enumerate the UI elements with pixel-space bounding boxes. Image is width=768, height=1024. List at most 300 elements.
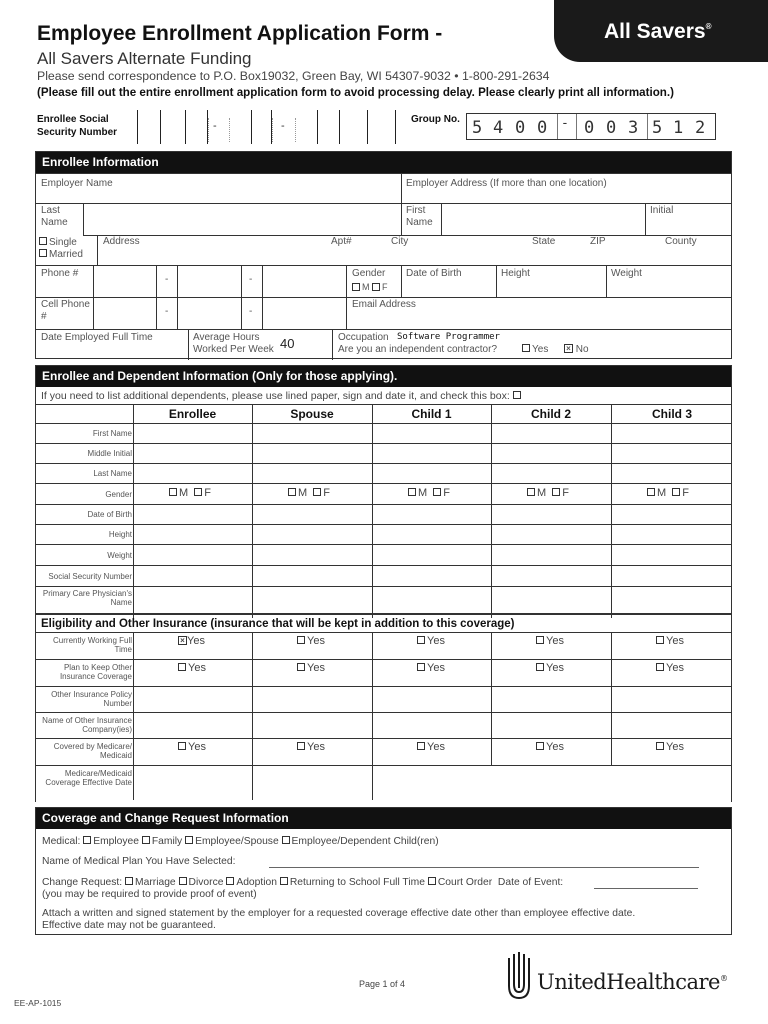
- rule: [188, 329, 189, 360]
- yes-label: Yes: [187, 635, 205, 647]
- input-cell[interactable]: [253, 505, 371, 523]
- input-cell[interactable]: [612, 687, 732, 711]
- ssn-digit-box[interactable]: [230, 110, 252, 144]
- contractor-yes-option[interactable]: [522, 344, 548, 356]
- cell-dash: -: [165, 306, 169, 317]
- medical-option-employee[interactable]: [83, 836, 139, 847]
- yes-label: Yes: [427, 635, 445, 647]
- date-employed-label: Date Employed Full Time: [41, 332, 153, 343]
- ssn-separator: [208, 118, 230, 142]
- yes-checkbox[interactable]: [536, 636, 544, 644]
- input-cell[interactable]: [612, 505, 732, 523]
- contractor-no-option[interactable]: [564, 344, 589, 356]
- input-cell[interactable]: [134, 464, 251, 482]
- female-label: F: [562, 487, 570, 499]
- change-option-marriage[interactable]: [125, 877, 176, 888]
- male-label: M: [657, 487, 667, 499]
- group-digit: 2: [695, 118, 707, 138]
- rule: [611, 738, 612, 765]
- rule: [36, 297, 731, 298]
- yes-checkbox[interactable]: [417, 742, 425, 750]
- row-label: Last Name: [93, 469, 132, 478]
- change-option-adoption[interactable]: [226, 877, 277, 888]
- contractor-yes-checkbox[interactable]: [522, 344, 530, 352]
- medical-option-employee-children[interactable]: [282, 836, 439, 847]
- yes-label: Yes: [546, 662, 564, 674]
- zip-label: ZIP: [590, 236, 606, 247]
- input-cell[interactable]: [492, 424, 610, 442]
- proof-note: (you may be required to provide proof of event): [42, 889, 257, 900]
- yes-label: Yes: [427, 662, 445, 674]
- column-header-child-3: Child 3: [651, 407, 692, 421]
- checkbox[interactable]: [179, 877, 187, 885]
- male-label: M: [362, 282, 370, 292]
- rule: [36, 203, 731, 204]
- yes-option[interactable]: [178, 662, 206, 674]
- input-cell[interactable]: [373, 566, 490, 585]
- checkbox[interactable]: [226, 877, 234, 885]
- rule: [491, 659, 492, 686]
- input-cell[interactable]: [492, 505, 610, 523]
- form-code: EE-AP-1015: [14, 998, 62, 1008]
- rule: [36, 329, 731, 330]
- address-label: Address: [103, 236, 140, 247]
- rule: [36, 632, 731, 633]
- checkbox[interactable]: [83, 836, 91, 844]
- rule: [36, 404, 731, 405]
- married-label: Married: [49, 249, 83, 260]
- rule: [496, 265, 497, 297]
- input-cell[interactable]: [612, 545, 732, 564]
- checkbox[interactable]: [280, 877, 288, 885]
- row-label: Height: [108, 530, 132, 539]
- yes-checkbox[interactable]: [417, 636, 425, 644]
- input-cell[interactable]: [612, 587, 732, 612]
- female-checkbox[interactable]: [672, 488, 680, 496]
- yes-label: Yes: [532, 344, 549, 355]
- rule: [372, 659, 373, 686]
- group-digit: 0: [606, 118, 618, 138]
- rule: [252, 632, 253, 659]
- yes-label: Yes: [427, 741, 445, 753]
- additional-dependents-note: [41, 390, 523, 402]
- option-label: Employee: [93, 836, 140, 847]
- gender-options[interactable]: [408, 487, 450, 499]
- weight-label: Weight: [611, 268, 642, 279]
- input-cell[interactable]: [134, 713, 251, 737]
- rule: [372, 738, 373, 765]
- group-digit: 5: [472, 118, 484, 138]
- option-label: Divorce: [188, 877, 224, 888]
- male-checkbox[interactable]: [647, 488, 655, 496]
- avg-hours-value[interactable]: 40: [280, 336, 295, 351]
- yes-option[interactable]: [417, 741, 445, 753]
- rule: [97, 235, 98, 265]
- yes-label: Yes: [307, 635, 325, 647]
- row-label: Plan to Keep Other Insurance Coverage: [59, 663, 132, 681]
- gender-options[interactable]: [647, 487, 689, 499]
- plan-selected-label: Name of Medical Plan You Have Selected:: [42, 856, 236, 867]
- rule: [133, 659, 134, 686]
- rule: [252, 659, 253, 686]
- rule: [401, 203, 402, 235]
- input-cell[interactable]: [373, 424, 490, 442]
- input-cell[interactable]: [134, 566, 251, 585]
- checkbox[interactable]: [142, 836, 150, 844]
- input-cell[interactable]: [134, 444, 251, 462]
- coverage-heading: Coverage and Change Request Information: [36, 808, 731, 829]
- attach-note-1: Attach a written and signed statement by the employer for a requested coverage effective date other than employee effective date.: [42, 908, 636, 919]
- yes-option[interactable]: [536, 741, 564, 753]
- rule: [645, 203, 646, 235]
- ssn-dash: -: [281, 120, 285, 132]
- cell-phone-label: Cell Phone #: [41, 299, 90, 322]
- yes-label: Yes: [307, 741, 325, 753]
- married-option[interactable]: [39, 249, 83, 261]
- company-wordmark: UnitedHealthcare: [537, 970, 720, 994]
- gender-options[interactable]: [527, 487, 569, 499]
- input-cell[interactable]: [134, 525, 251, 543]
- yes-checkbox[interactable]: [656, 663, 664, 671]
- contractor-no-checkbox-checked[interactable]: ×: [564, 344, 573, 353]
- occupation-value[interactable]: Software Programmer: [397, 332, 500, 342]
- row-label: Social Security Number: [48, 571, 132, 581]
- married-checkbox[interactable]: [39, 249, 47, 257]
- rule: [36, 483, 731, 484]
- yes-option[interactable]: [656, 635, 684, 647]
- input-cell[interactable]: [373, 545, 490, 564]
- input-cell[interactable]: [134, 766, 251, 799]
- input-cell[interactable]: [492, 587, 610, 612]
- male-label: M: [298, 487, 308, 499]
- input-cell[interactable]: [492, 464, 610, 482]
- dependents-heading: Enrollee and Dependent Information (Only for those applying).: [36, 366, 731, 387]
- input-cell[interactable]: [492, 525, 610, 543]
- female-checkbox[interactable]: [313, 488, 321, 496]
- female-checkbox[interactable]: [372, 283, 380, 291]
- rule: [133, 632, 134, 659]
- plan-selected-row: [42, 856, 235, 868]
- change-option-divorce[interactable]: [179, 877, 224, 888]
- ssn-digit-box[interactable]: [186, 110, 208, 144]
- input-cell[interactable]: [612, 464, 732, 482]
- female-checkbox[interactable]: [552, 488, 560, 496]
- group-number-label: Group No.: [411, 114, 460, 125]
- male-label: M: [537, 487, 547, 499]
- page-title: Employee Enrollment Application Form -: [37, 22, 443, 45]
- row-label: Covered by Medicare/ Medicaid: [53, 742, 132, 760]
- checkbox[interactable]: [125, 877, 133, 885]
- company-name: [537, 970, 727, 994]
- note-text: If you need to list additional dependents, please use lined paper, sign and date it, and check this box:: [41, 390, 510, 402]
- yes-checkbox[interactable]: [417, 663, 425, 671]
- group-digit: 0: [537, 118, 549, 138]
- rule: [372, 765, 373, 800]
- input-cell[interactable]: [492, 545, 610, 564]
- occupation-label: Occupation: [338, 332, 389, 343]
- ssn-digit-box[interactable]: [296, 110, 318, 144]
- rule: [36, 173, 731, 174]
- row-label: First Name: [92, 429, 132, 438]
- group-digit: 3: [628, 118, 640, 138]
- apt-label: Apt#: [331, 236, 352, 247]
- rule: [83, 203, 84, 235]
- input-cell[interactable]: [373, 687, 490, 711]
- coverage-section: [35, 807, 732, 935]
- female-checkbox[interactable]: [433, 488, 441, 496]
- rule: [441, 203, 442, 235]
- input-cell[interactable]: [373, 505, 490, 523]
- eligibility-heading: Eligibility and Other Insurance (insurance that will be kept in addition to this coverage): [41, 618, 515, 630]
- group-dash: -: [561, 116, 570, 131]
- first-name-label: First Name: [406, 205, 433, 228]
- attach-note-2: Effective date may not be guaranteed.: [42, 920, 216, 931]
- yes-checkbox-checked[interactable]: ×: [178, 636, 187, 645]
- row-label: Weight: [107, 550, 132, 560]
- medical-option-family[interactable]: [142, 836, 182, 847]
- female-label: F: [204, 487, 212, 499]
- input-cell[interactable]: [253, 566, 371, 585]
- yes-option[interactable]: [297, 635, 325, 647]
- medical-options-row: [42, 836, 439, 848]
- change-request-label: Change Request:: [42, 877, 123, 888]
- group-divider: [557, 114, 558, 139]
- date-of-event-line[interactable]: [594, 888, 698, 889]
- change-request-row: [42, 877, 563, 889]
- rule: [611, 659, 612, 686]
- rule: [241, 297, 242, 329]
- option-label: Family: [151, 836, 183, 847]
- yes-option[interactable]: [178, 635, 205, 647]
- male-checkbox[interactable]: [169, 488, 177, 496]
- input-cell[interactable]: [492, 444, 610, 462]
- additional-dependents-checkbox[interactable]: [513, 391, 521, 399]
- input-cell[interactable]: [612, 566, 732, 585]
- option-label: Marriage: [135, 877, 176, 888]
- yes-label: Yes: [666, 635, 684, 647]
- option-label: Employee/Spouse: [195, 836, 279, 847]
- row-label: Middle Initial: [87, 449, 132, 458]
- option-label: Employee/Dependent Child(ren): [291, 836, 439, 847]
- rule: [36, 265, 731, 266]
- yes-option[interactable]: [417, 662, 445, 674]
- ssn-digit-box[interactable]: [368, 110, 396, 144]
- input-cell[interactable]: [373, 444, 490, 462]
- input-cell[interactable]: [612, 424, 732, 442]
- input-cell[interactable]: [373, 713, 490, 737]
- yes-option[interactable]: [297, 662, 325, 674]
- employer-address-label: Employer Address (If more than one location): [406, 178, 607, 189]
- rule: [177, 297, 178, 329]
- yes-label: Yes: [546, 741, 564, 753]
- avg-hours-label: Average Hours Worked Per Week: [193, 332, 274, 355]
- checkbox[interactable]: [428, 877, 436, 885]
- female-label: F: [382, 282, 388, 292]
- last-name-label: Last Name: [41, 205, 68, 228]
- rule: [491, 738, 492, 765]
- email-label: Email Address: [352, 299, 416, 310]
- no-label: No: [575, 344, 589, 355]
- single-checkbox[interactable]: [39, 237, 47, 245]
- yes-label: Yes: [666, 741, 684, 753]
- yes-checkbox[interactable]: [536, 742, 544, 750]
- single-label: Single: [49, 237, 77, 248]
- input-cell[interactable]: [492, 713, 610, 737]
- row-label: Currently Working Full Time: [53, 636, 132, 654]
- input-cell[interactable]: [373, 587, 490, 612]
- initial-label: Initial: [650, 205, 674, 216]
- row-label: Other Insurance Policy Number: [51, 690, 132, 708]
- county-label: County: [665, 236, 697, 247]
- input-cell[interactable]: [253, 424, 371, 442]
- yes-checkbox[interactable]: [297, 742, 305, 750]
- enrollee-info-heading: Enrollee Information: [36, 152, 731, 173]
- ssn-digit-box[interactable]: [252, 110, 272, 144]
- gender-options[interactable]: [288, 487, 330, 499]
- group-digit: 0: [584, 118, 596, 138]
- male-checkbox[interactable]: [288, 488, 296, 496]
- column-header-child-1: Child 1: [411, 407, 452, 421]
- row-label: Date of Birth: [87, 510, 132, 519]
- yes-checkbox[interactable]: [536, 663, 544, 671]
- column-header-child-2: Child 2: [530, 407, 571, 421]
- page-subtitle: All Savers Alternate Funding: [37, 49, 252, 68]
- input-cell[interactable]: [253, 545, 371, 564]
- yes-checkbox[interactable]: [178, 663, 186, 671]
- ssn-digit-box[interactable]: [340, 110, 368, 144]
- yes-checkbox[interactable]: [178, 742, 186, 750]
- male-checkbox[interactable]: [352, 283, 360, 291]
- male-checkbox[interactable]: [527, 488, 535, 496]
- row-label: Gender: [105, 489, 132, 499]
- change-option-court-order[interactable]: [428, 877, 492, 888]
- state-label: State: [532, 236, 556, 247]
- yes-label: Yes: [666, 662, 684, 674]
- input-cell[interactable]: [134, 587, 251, 612]
- rule: [156, 297, 157, 329]
- row-label: Medicare/Medicaid Coverage Effective Date: [45, 769, 132, 787]
- dob-label: Date of Birth: [406, 268, 462, 279]
- input-cell[interactable]: [492, 687, 610, 711]
- height-label: Height: [501, 268, 530, 279]
- input-cell[interactable]: [134, 687, 251, 711]
- gender-options[interactable]: [169, 487, 211, 499]
- rule: [262, 297, 263, 329]
- input-cell[interactable]: [253, 713, 371, 737]
- change-option-school[interactable]: [280, 877, 425, 888]
- male-checkbox[interactable]: [408, 488, 416, 496]
- rule: [401, 173, 402, 203]
- option-label: Returning to School Full Time: [289, 877, 425, 888]
- female-checkbox[interactable]: [194, 488, 202, 496]
- yes-checkbox[interactable]: [297, 663, 305, 671]
- ssn-digit-box[interactable]: [137, 110, 161, 144]
- input-cell[interactable]: [612, 525, 732, 543]
- medical-label: Medical:: [42, 836, 81, 847]
- yes-option[interactable]: [656, 662, 684, 674]
- input-cell[interactable]: [373, 525, 490, 543]
- yes-label: Yes: [188, 741, 206, 753]
- group-digit: 0: [515, 118, 527, 138]
- yes-label: Yes: [546, 635, 564, 647]
- yes-checkbox[interactable]: [656, 636, 664, 644]
- date-of-event-label: Date of Event:: [497, 877, 564, 888]
- column-header-enrollee: Enrollee: [168, 407, 217, 421]
- single-option[interactable]: [39, 237, 77, 249]
- input-cell[interactable]: [373, 464, 490, 482]
- input-cell[interactable]: [253, 766, 371, 799]
- female-label: F: [323, 487, 331, 499]
- cell-dash: -: [249, 306, 253, 317]
- input-cell[interactable]: [253, 687, 371, 711]
- input-cell[interactable]: [134, 545, 251, 564]
- enrollee-info-section: [35, 151, 732, 359]
- group-divider: [576, 114, 577, 139]
- city-label: City: [391, 236, 409, 247]
- rule: [93, 265, 94, 297]
- rule: [177, 265, 178, 297]
- rule: [133, 738, 134, 765]
- page-number: Page 1 of 4: [359, 979, 406, 989]
- rule: [93, 297, 94, 329]
- checkbox[interactable]: [282, 836, 290, 844]
- yes-option[interactable]: [536, 662, 564, 674]
- medical-option-employee-spouse[interactable]: [185, 836, 279, 847]
- brand-badge: All Savers®: [554, 0, 768, 62]
- group-number-field[interactable]: [466, 113, 716, 140]
- brand-name: All Savers: [604, 20, 706, 43]
- input-cell[interactable]: [612, 713, 732, 737]
- checkbox[interactable]: [185, 836, 193, 844]
- yes-option[interactable]: [536, 635, 564, 647]
- column-header-spouse: Spouse: [290, 407, 334, 421]
- instructions-text: (Please fill out the entire enrollment application form to avoid processing delay. Please clearly print all information.): [37, 86, 674, 99]
- gender-options[interactable]: [352, 281, 388, 293]
- input-cell[interactable]: [134, 505, 251, 523]
- input-cell[interactable]: [253, 444, 371, 462]
- input-cell[interactable]: [492, 566, 610, 585]
- ssn-digit-box[interactable]: [161, 110, 186, 144]
- group-digit: 4: [493, 118, 505, 138]
- unitedhealthcare-logo-icon: [506, 952, 532, 1000]
- gender-label: Gender: [352, 268, 386, 279]
- rule: [36, 738, 731, 739]
- dependents-section: [35, 365, 732, 617]
- input-cell[interactable]: [134, 424, 251, 442]
- plan-selected-line[interactable]: [269, 867, 699, 868]
- correspondence-text: Please send correspondence to P.O. Box19032, Green Bay, WI 54307-9032 • 1-800-291-2634: [37, 69, 550, 83]
- rule: [332, 329, 333, 360]
- yes-option[interactable]: [297, 741, 325, 753]
- employer-name-label: Employer Name: [41, 178, 113, 189]
- row-label: Primary Care Physician's Name: [42, 589, 132, 607]
- rule: [491, 632, 492, 659]
- yes-option[interactable]: [656, 741, 684, 753]
- input-cell[interactable]: [253, 525, 371, 543]
- yes-option[interactable]: [178, 741, 206, 753]
- input-cell[interactable]: [612, 444, 732, 462]
- phone-dash: -: [249, 274, 253, 285]
- yes-checkbox[interactable]: [656, 742, 664, 750]
- input-cell[interactable]: [253, 587, 371, 612]
- rule: [606, 265, 607, 297]
- yes-checkbox[interactable]: [297, 636, 305, 644]
- yes-option[interactable]: [417, 635, 445, 647]
- female-label: F: [443, 487, 451, 499]
- eligibility-section: [35, 614, 732, 802]
- input-cell[interactable]: [253, 464, 371, 482]
- ssn-digit-box[interactable]: [318, 110, 340, 144]
